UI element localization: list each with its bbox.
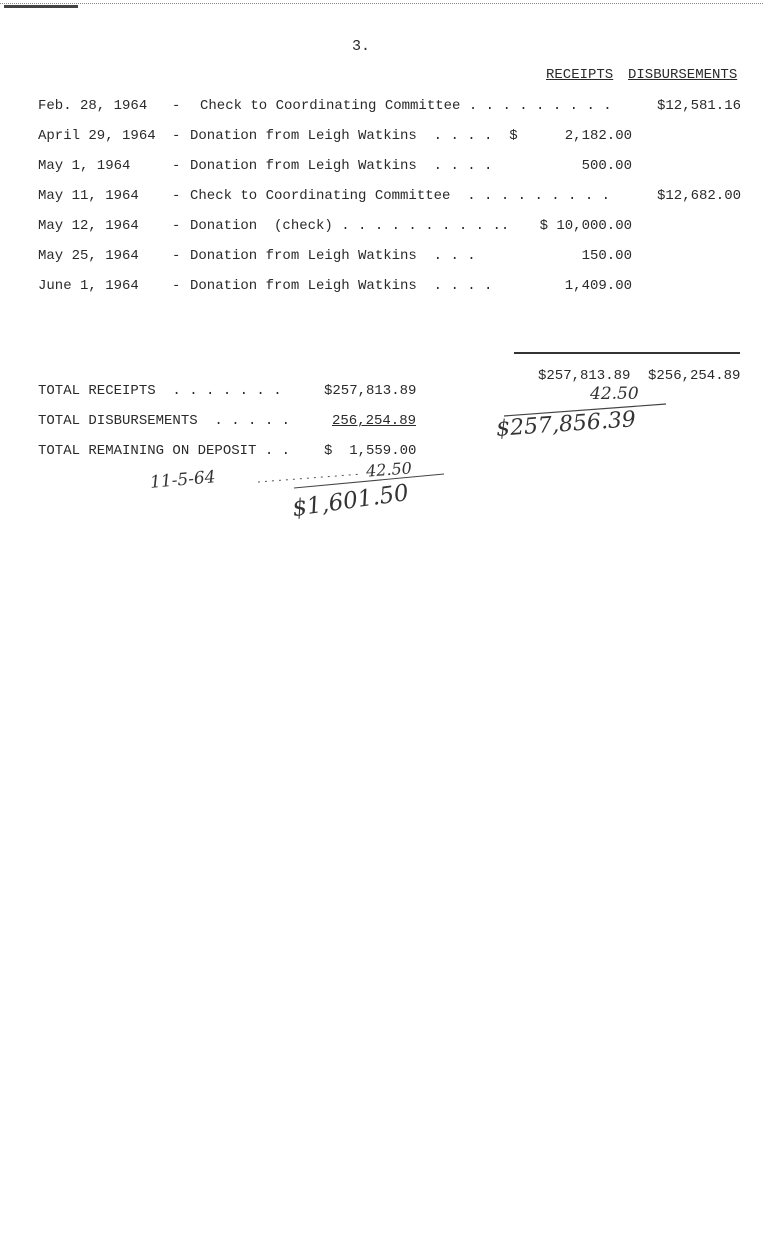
- handwritten-date: 11-5-64: [149, 467, 217, 493]
- entry-dash: -: [172, 158, 181, 174]
- entry-dash: -: [172, 278, 181, 294]
- ledger-row: [0, 277, 763, 295]
- top-edge-rule: [0, 3, 763, 4]
- entry-date: June 1, 1964: [38, 278, 139, 294]
- entry-description: Donation from Leigh Watkins . . . .: [190, 158, 493, 174]
- handwritten-deposit-addition: 42.50: [365, 458, 413, 481]
- total-disbursements-value: 256,254.89: [332, 413, 417, 429]
- entry-description: Donation from Leigh Watkins . . . . $: [190, 128, 518, 144]
- entry-date: May 25, 1964: [38, 248, 139, 264]
- entry-dash: -: [172, 218, 181, 234]
- disbursements-column-header: DISBURSEMENTS: [628, 67, 738, 83]
- entry-receipt: 150.00: [581, 248, 632, 264]
- entry-disbursement: $12,682.00: [656, 188, 741, 204]
- handwritten-receipt-new-total: $257,856.39: [495, 407, 637, 442]
- entry-description: Donation from Leigh Watkins . . .: [190, 248, 476, 264]
- entry-dash: -: [172, 98, 181, 114]
- total-remaining-value: $ 1,559.00: [324, 443, 417, 459]
- entry-dash: -: [172, 188, 181, 204]
- entry-description: Check to Coordinating Committee . . . . . . . . .: [200, 98, 612, 114]
- entry-receipt: 500.00: [581, 158, 632, 174]
- ledger-row: [0, 187, 763, 205]
- entry-date: May 11, 1964: [38, 188, 139, 204]
- ledger-row: [0, 247, 763, 265]
- top-edge-mark: [4, 5, 78, 8]
- entry-dash: -: [172, 128, 181, 144]
- receipts-column-total: $257,813.89: [538, 368, 631, 384]
- total-disbursements-label: TOTAL DISBURSEMENTS . . . . .: [38, 413, 291, 429]
- entry-date: April 29, 1964: [38, 128, 156, 144]
- ledger-row: [0, 127, 763, 145]
- entry-receipt: 1,409.00: [564, 278, 632, 294]
- entry-receipt: 2,182.00: [564, 128, 632, 144]
- receipts-column-header: RECEIPTS: [546, 67, 614, 83]
- entry-date: Feb. 28, 1964: [38, 98, 148, 114]
- total-receipts-label: TOTAL RECEIPTS . . . . . . .: [38, 383, 282, 399]
- entry-description: Check to Coordinating Committee . . . . . . . . .: [190, 188, 611, 204]
- page-number: 3.: [352, 38, 371, 55]
- entry-disbursement: $12,581.16: [656, 98, 741, 114]
- entry-description: Donation from Leigh Watkins . . . .: [190, 278, 493, 294]
- ledger-row: [0, 157, 763, 175]
- total-remaining-label: TOTAL REMAINING ON DEPOSIT . .: [38, 443, 291, 459]
- handwritten-receipt-addition: 42.50: [590, 384, 639, 404]
- ledger-row: [0, 97, 763, 115]
- total-receipts-value: $257,813.89: [324, 383, 417, 399]
- entry-date: May 12, 1964: [38, 218, 139, 234]
- disbursements-column-total: $256,254.89: [648, 368, 741, 384]
- handwritten-deposit-new-total: $1,601.50: [290, 479, 411, 523]
- ledger-row: [0, 217, 763, 235]
- entry-description: Donation (check) . . . . . . . . . ..: [190, 218, 510, 234]
- totals-rule: [514, 352, 740, 354]
- entry-date: May 1, 1964: [38, 158, 131, 174]
- entry-dash: -: [172, 248, 181, 264]
- entry-receipt: $ 10,000.00: [539, 218, 632, 234]
